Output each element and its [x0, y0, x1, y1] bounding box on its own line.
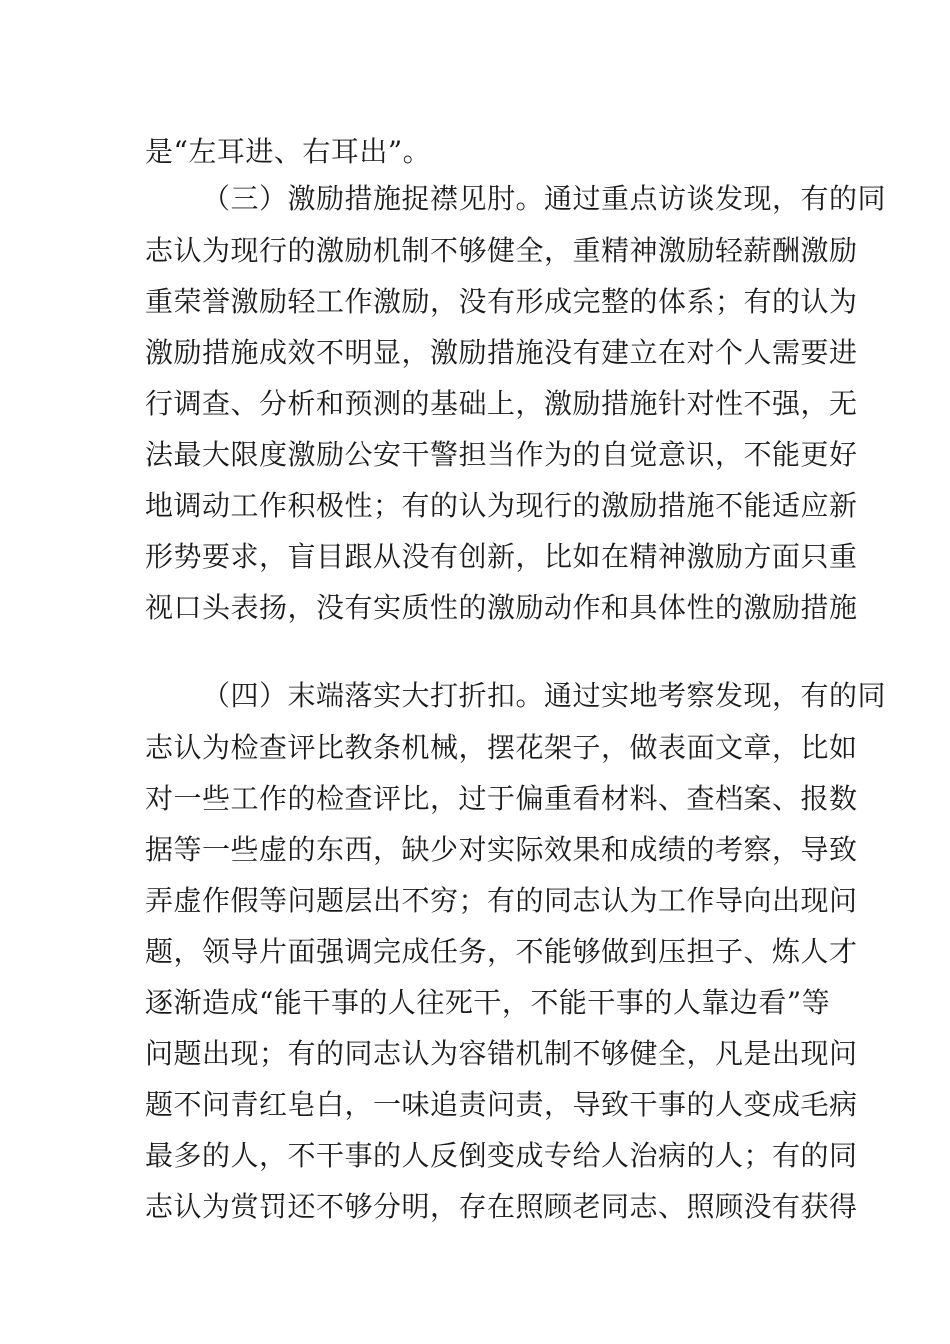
text-line: 是“左耳进、右耳出”。: [145, 135, 432, 168]
text-line: 重荣誉激励轻工作激励，没有形成完整的体系；有的认为: [145, 285, 858, 318]
text-line: 题，领导片面强调完成任务，不能够做到压担子、炼人才: [145, 935, 858, 968]
text-line: 问题出现；有的同志认为容错机制不够健全，凡是出现问: [145, 1037, 858, 1070]
text-line: 据等一些虚的东西，缺少对实际效果和成绩的考察，导致: [145, 833, 858, 866]
text-line: 最多的人，不干事的人反倒变成专给人治病的人；有的同: [145, 1139, 858, 1172]
text-line: 志认为现行的激励机制不够健全，重精神激励轻薪酬激励: [145, 234, 858, 267]
text-line: 弄虚作假等问题层出不穷；有的同志认为工作导向出现问: [145, 884, 858, 917]
section-heading-line: （四）末端落实大打折扣。通过实地考察发现，有的同: [202, 679, 887, 712]
text-line: 题不问青红皂白，一味追责问责，导致干事的人变成毛病: [145, 1088, 858, 1121]
section-heading-line: （三）激励措施捉襟见肘。通过重点访谈发现，有的同: [202, 182, 887, 215]
text-line: 地调动工作积极性；有的认为现行的激励措施不能适应新: [145, 489, 858, 522]
text-line: 法最大限度激励公安干警担当作为的自觉意识，不能更好: [145, 438, 858, 471]
text-line: 激励措施成效不明显，激励措施没有建立在对个人需要进: [145, 336, 858, 369]
text-line: 志认为检查评比教条机械，摆花架子，做表面文章，比如: [145, 731, 858, 764]
text-line: 志认为赏罚还不够分明，存在照顾老同志、照顾没有获得: [145, 1190, 858, 1223]
text-line: 行调查、分析和预测的基础上，激励措施针对性不强，无: [145, 387, 858, 420]
text-line: 对一些工作的检查评比，过于偏重看材料、查档案、报数: [145, 782, 858, 815]
text-line: 视口头表扬，没有实质性的激励动作和具体性的激励措施: [145, 591, 858, 624]
text-line: 逐渐造成“能干事的人往死干，不能干事的人靠边看”等: [145, 986, 831, 1019]
text-line: 形势要求，盲目跟从没有创新，比如在精神激励方面只重: [145, 540, 858, 573]
